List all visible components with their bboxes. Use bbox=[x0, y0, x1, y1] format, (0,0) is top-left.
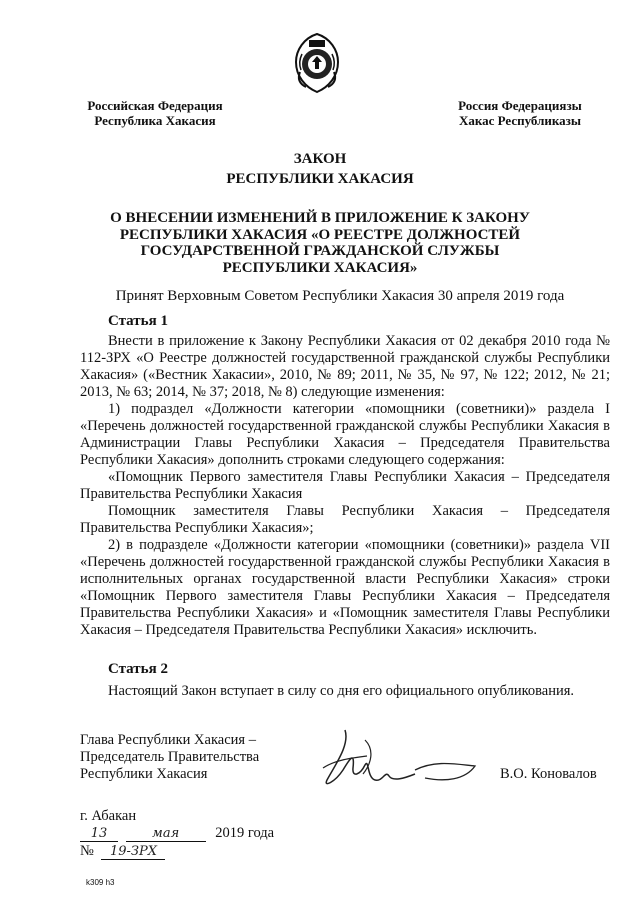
header-right bbox=[420, 98, 620, 128]
header-left-line2: Республика Хакасия bbox=[94, 113, 216, 128]
law-subject bbox=[40, 210, 600, 276]
article1-paragraph: 1) подраздел «Должности категории «помощники (советники)» раздела I «Перечень должностей государственной гражданской службы Республики Хакасия в Администрации Главы Республики Хакасия – Председателя Правительства Республики Хакасия» дополнить строками следующего содержания: bbox=[80, 401, 610, 468]
signer-position-line: Республики Хакасия bbox=[80, 766, 208, 782]
article1-body bbox=[80, 333, 610, 639]
article2-heading: Статья 2 bbox=[108, 661, 168, 677]
date-year: 2019 года bbox=[215, 825, 275, 841]
signer-name: В.О. Коновалов bbox=[500, 766, 597, 782]
article2-paragraph: Настоящий Закон вступает в силу со дня его официального опубликования. bbox=[108, 683, 575, 699]
coat-of-arms-emblem bbox=[290, 32, 344, 94]
article1-paragraph: «Помощник Первого заместителя Главы Республики Хакасия – Председателя Правительства Республики Хакасия bbox=[80, 469, 610, 502]
subject-line: РЕСПУБЛИКИ ХАКАСИЯ «О РЕЕСТРЕ ДОЛЖНОСТЕЙ bbox=[119, 226, 521, 243]
subject-line: О ВНЕСЕНИИ ИЗМЕНЕНИЙ В ПРИЛОЖЕНИЕ К ЗАКОНУ bbox=[110, 210, 530, 226]
subject-line: РЕСПУБЛИКИ ХАКАСИЯ» bbox=[222, 259, 418, 276]
article1-paragraph: 2) в подразделе «Должности категории «помощники (советники)» раздела VII «Перечень должностей государственной гражданской службы Республики Хакасия в исполнительных органах государственной власти Республики Хакасия» строки «Помощник Первого заместителя Главы Республики Хакасия – Председателя Правительства Республики Хакасия» и «Помощник заместителя Главы Республики Хакасия – Председателя Правительства Республики Хакасия» исключить. bbox=[80, 537, 610, 638]
article2-body bbox=[80, 683, 610, 700]
article1-paragraph: Помощник заместителя Главы Республики Хакасия – Председателя Правительства Республики Хакасия»; bbox=[80, 503, 610, 536]
place-of-signing: г. Абакан bbox=[80, 808, 137, 824]
header-right-line2: Хакас Республиказы bbox=[458, 113, 582, 128]
footer-code: k309 h3 bbox=[86, 878, 115, 887]
article1-heading: Статья 1 bbox=[108, 313, 168, 329]
law-number bbox=[80, 843, 165, 863]
subject-line: ГОСУДАРСТВЕННОЙ ГРАЖДАНСКОЙ СЛУЖБЫ bbox=[140, 243, 500, 259]
signer-position-line: Глава Республики Хакасия – bbox=[80, 732, 256, 748]
header-left-line1: Российская Федерация bbox=[87, 98, 223, 113]
law-region: РЕСПУБЛИКИ ХАКАСИЯ bbox=[226, 171, 414, 187]
signer-position bbox=[80, 732, 300, 783]
law-title: ЗАКОН bbox=[293, 151, 347, 167]
signing-date bbox=[80, 825, 274, 845]
adopted-note: Принят Верховным Советом Республики Хакасия 30 апреля 2019 года bbox=[115, 288, 565, 304]
date-month: мая bbox=[126, 826, 206, 842]
article1-paragraph: Внести в приложение к Закону Республики Хакасия от 02 декабря 2010 года № 112-ЗРХ «О Реестре должностей государственной гражданской службы Республики Хакасия» («Вестник Хакасии», 2010, № 89; 2011, № 35, № 97, № 122; 2012, № 21; 2013, № 63; 2014, № 37; 2018, № 8) следующие изменения: bbox=[80, 333, 610, 400]
header-left bbox=[60, 98, 250, 128]
law-number-prefix: № bbox=[80, 843, 94, 859]
law-number-value: 19-ЗРХ bbox=[101, 844, 165, 860]
handwritten-signature bbox=[305, 720, 490, 800]
date-day: 13 bbox=[80, 826, 118, 842]
header-right-line1: Россия Федерациязы bbox=[458, 98, 582, 113]
signer-position-line: Председатель Правительства bbox=[80, 749, 260, 765]
